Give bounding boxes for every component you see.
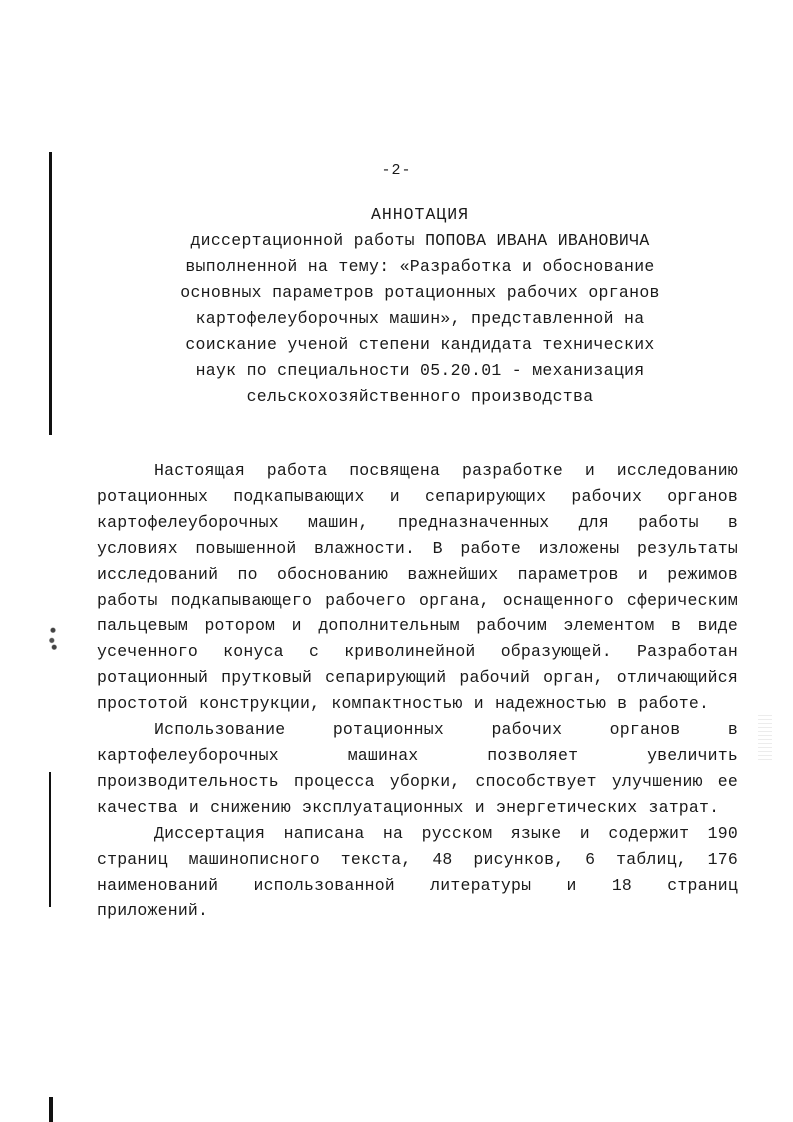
scan-edge-mark-bottom [49,1097,53,1122]
scan-speck-left [47,620,59,654]
annotation-body [97,458,738,924]
heading-line: сельскохозяйственного производства [246,387,594,406]
body-paragraph-3: Диссертация написана на русском языке и содержит 190 страниц машинописного текста, 48 рисунков, 6 таблиц, 176 наименований использованной литературы и 18 страниц приложений. [97,823,738,921]
annotation-heading [90,202,750,410]
scan-speck-right [758,712,772,760]
body-paragraph-2: Использование ротационных рабочих органов в картофелеуборочных машинах позволяет увеличить производительность процесса уборки, способствует улучшению ее качества и снижению эксплуатационных и энергетических затрат. [97,720,738,817]
heading-line: диссертационной работы ПОПОВА ИВАНА ИВАНОВИЧА [190,231,650,250]
heading-line: наук по специальности 05.20.01 - механизация [195,361,645,380]
heading-line: выполненной на тему: «Разработка и обоснование [185,257,655,276]
page-number: -2- [381,162,412,179]
scan-edge-mark-middle [49,772,51,907]
scan-edge-mark-top [49,152,52,435]
body-paragraph-1: Настоящая работа посвящена разработке и исследованию ротационных подкапывающих и сепарирующих рабочих органов картофелеуборочных машин, предназначенных для работы в условиях повышенной влажности. В работе изложены результаты исследований по обоснованию важнейших параметров и режимов работы подкапывающего рабочего органа, оснащенного сферическим пальцевым ротором и дополнительным рабочим элементом в виде усеченного конуса с криволинейной образующей. Разработан ротационный прутковый сепарирующий рабочий орган, отличающийся простотой конструкции, компактностью и надежностью в работе. [97,461,738,714]
heading-line: основных параметров ротационных рабочих органов [180,283,660,302]
heading-line: соискание ученой степени кандидата технических [185,335,655,354]
heading-line: картофелеуборочных машин», представленной на [195,309,645,328]
annotation-title: АННОТАЦИЯ [370,205,470,224]
